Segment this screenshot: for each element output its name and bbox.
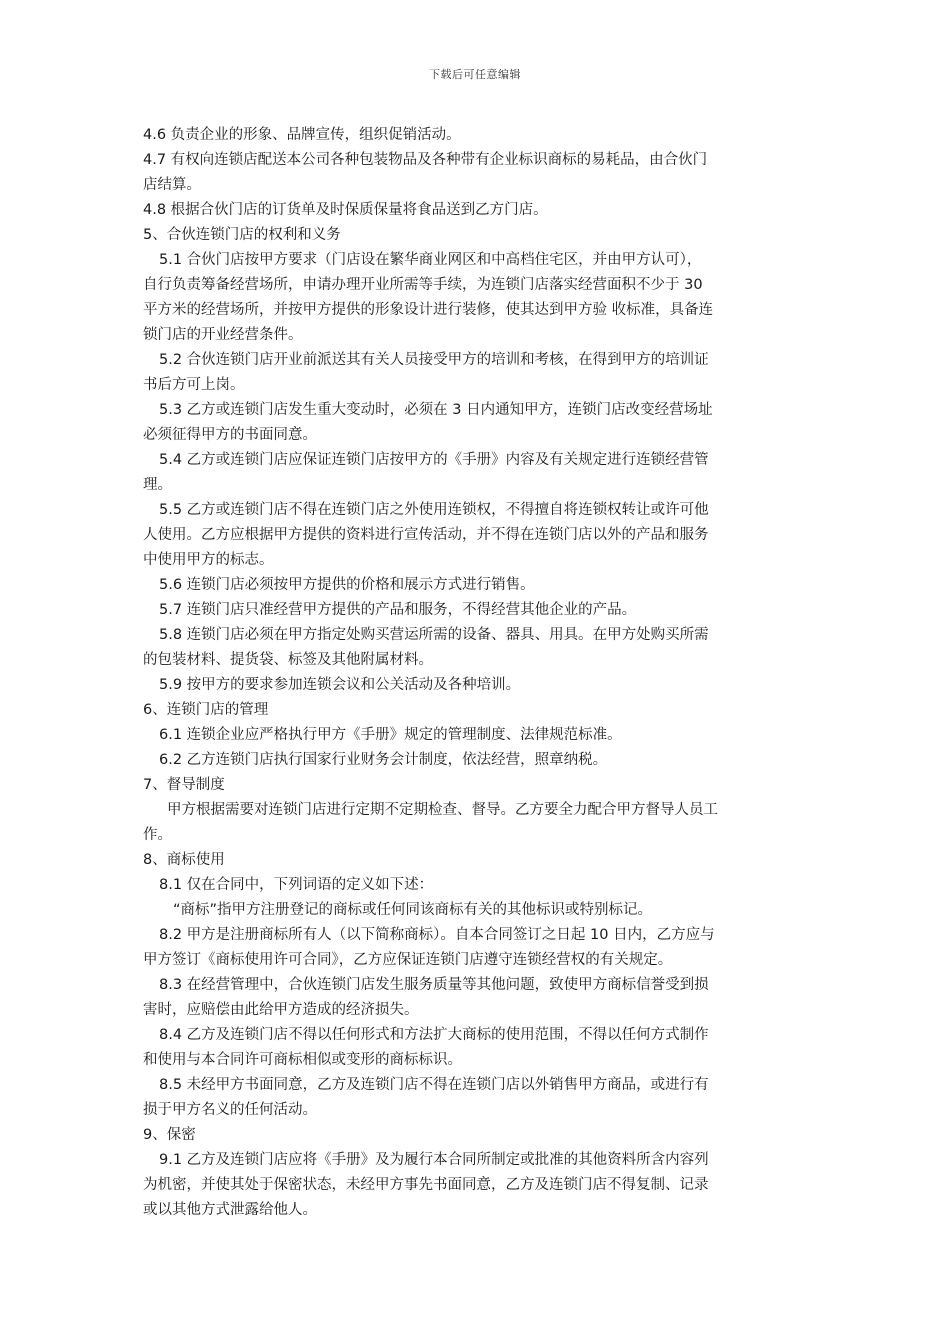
text-line: 5.4 乙方或连锁门店应保证连锁门店按甲方的《手册》内容及有关规定进行连锁经营管 <box>159 452 709 468</box>
text-line: 5.2 合伙连锁门店开业前派送其有关人员接受甲方的培训和考核，在得到甲方的培训证 <box>159 352 709 368</box>
text-line: 作。 <box>143 827 172 843</box>
text-line: 损于甲方名义的任何活动。 <box>143 1102 317 1118</box>
text-line: 自行负责筹备经营场所，申请办理开业所需等手续，为连锁门店落实经营面积不少于 30 <box>143 277 703 293</box>
text-line: 必须征得甲方的书面同意。 <box>143 427 317 443</box>
text-line: 5.9 按甲方的要求参加连锁会议和公关活动及各种培训。 <box>159 677 521 693</box>
text-line: 9、保密 <box>143 1127 196 1143</box>
text-line: 人使用。乙方应根据甲方提供的资料进行宣传活动，并不得在连锁门店以外的产品和服务 <box>143 527 709 543</box>
text-line: 9.1 乙方及连锁门店应将《手册》及为履行本合同所制定或批准的其他资料所含内容列 <box>159 1152 709 1168</box>
text-line: 的包装材料、提货袋、标签及其他附属材料。 <box>143 652 433 668</box>
text-line: 6.1 连锁企业应严格执行甲方《手册》规定的管理制度、法律规范标准。 <box>159 727 622 743</box>
page-header: 下载后可任意编辑 <box>429 68 521 81</box>
text-line: 5.3 乙方或连锁门店发生重大变动时，必须在 3 日内通知甲方，连锁门店改变经营场址 <box>159 402 713 418</box>
text-line: 8.5 未经甲方书面同意，乙方及连锁门店不得在连锁门店以外销售甲方商品，或进行有 <box>159 1077 709 1093</box>
text-line: 和使用与本合同许可商标相似或变形的商标标识。 <box>143 1052 462 1068</box>
text-line: 甲方签订《商标使用许可合同》，乙方应保证连锁门店遵守连锁经营权的有关规定。 <box>143 952 673 968</box>
text-line: 4.8 根据合伙门店的订货单及时保质保量将食品送到乙方门店。 <box>143 202 548 218</box>
text-line: 5.8 连锁门店必须在甲方指定处购买营运所需的设备、器具、用具。在甲方处购买所需 <box>159 627 709 643</box>
text-line: 或以其他方式泄露给他人。 <box>143 1202 317 1218</box>
text-line: 店结算。 <box>143 177 201 193</box>
text-line: 5.5 乙方或连锁门店不得在连锁门店之外使用连锁权，不得擅自将连锁权转让或许可他 <box>159 502 709 518</box>
text-line: 理。 <box>143 477 172 493</box>
text-line: 锁门店的开业经营条件。 <box>143 327 303 343</box>
text-line: 8.3 在经营管理中，合伙连锁门店发生服务质量等其他问题，致使甲方商标信誉受到损 <box>159 977 709 993</box>
text-line: 8.2 甲方是注册商标所有人（以下简称商标）。自本合同签订之日起 10 日内，乙方应与 <box>159 927 715 943</box>
text-line: 5.1 合伙门店按甲方要求（门店设在繁华商业网区和中高档住宅区，并由甲方认可）， <box>159 252 702 268</box>
text-line: 4.7 有权向连锁店配送本公司各种包装物品及各种带有企业标识商标的易耗品，由合伙门 <box>143 152 708 168</box>
text-line: 6.2 乙方连锁门店执行国家行业财务会计制度，依法经营，照章纳税。 <box>159 752 608 768</box>
text-line: 8、商标使用 <box>143 852 225 868</box>
text-line: 中使用甲方的标志。 <box>143 552 274 568</box>
text-line: 5、合伙连锁门店的权利和义务 <box>143 227 341 243</box>
text-line: 8.4 乙方及连锁门店不得以任何形式和方法扩大商标的使用范围，不得以任何方式制作 <box>159 1027 709 1043</box>
text-line: 害时，应赔偿由此给甲方造成的经济损失。 <box>143 1002 419 1018</box>
text-line: 7、督导制度 <box>143 777 225 793</box>
text-line: 平方米的经营场所，并按甲方提供的形象设计进行装修，使其达到甲方验 收标准，具备连 <box>143 302 714 318</box>
text-line: 5.7 连锁门店只准经营甲方提供的产品和服务，不得经营其他企业的产品。 <box>159 602 637 618</box>
text-line: 6、连锁门店的管理 <box>143 702 269 718</box>
text-line: 书后方可上岗。 <box>143 377 245 393</box>
text-line: 8.1 仅在合同中，下列词语的定义如下述： <box>159 877 434 893</box>
text-line: 4.6 负责企业的形象、品牌宣传，组织促销活动。 <box>143 127 461 143</box>
text-line: 为机密，并使其处于保密状态，未经甲方事先书面同意，乙方及连锁门店不得复制、记录 <box>143 1177 709 1193</box>
document-body <box>143 123 809 1223</box>
text-line: “商标”指甲方注册登记的商标或任何同该商标有关的其他标识或特别标记。 <box>173 902 653 918</box>
text-line: 5.6 连锁门店必须按甲方提供的价格和展示方式进行销售。 <box>159 577 535 593</box>
text-line: 甲方根据需要对连锁门店进行定期不定期检查、督导。乙方要全力配合甲方督导人员工 <box>167 802 718 818</box>
